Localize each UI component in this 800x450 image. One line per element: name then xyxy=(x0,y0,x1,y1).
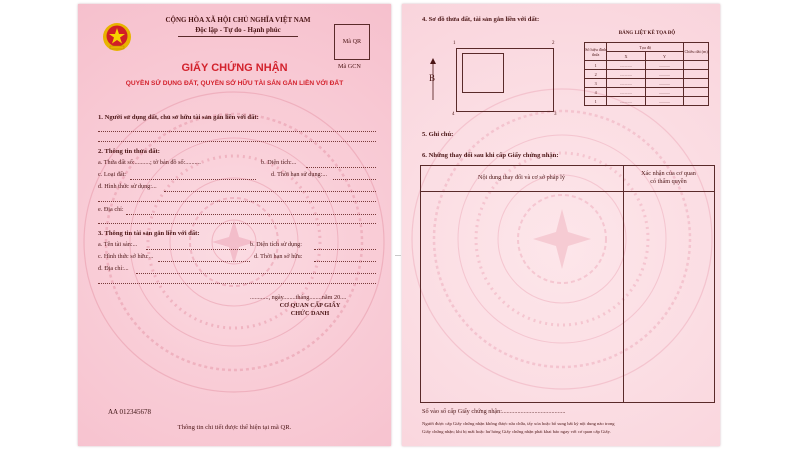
table-row: 4 ........... ........... xyxy=(585,88,709,97)
table-row: 1 ........... ........... xyxy=(585,97,709,106)
col-point: Số hiệu đỉnh thửa xyxy=(585,43,607,61)
field-land-type: c. Loại đất: xyxy=(98,171,127,178)
dotted-line xyxy=(314,261,376,262)
dotted-line xyxy=(98,131,376,132)
national-motto: Độc lập - Tự do - Hạnh phúc xyxy=(195,26,281,34)
col-edge: Chiều dài (m) xyxy=(684,43,709,61)
issuer-title: CHỨC DANH xyxy=(290,310,330,317)
field-usage-area: b. Diện tích sử dụng: xyxy=(250,241,302,248)
field-ownership-term: d. Thời hạn sở hữu: xyxy=(254,253,303,260)
dotted-line xyxy=(98,283,376,284)
changes-col-confirmation-line2: có thẩm quyền xyxy=(650,178,687,185)
field-usage-term: d. Thời hạn sử dụng:... xyxy=(271,171,328,178)
table-row: 1 ........... ........... xyxy=(585,61,709,70)
changes-table xyxy=(420,165,715,403)
section-4-heading: 4. Sơ đồ thửa đất, tài sản gắn liền với đất: xyxy=(422,16,540,23)
table-row: 3 ........... ........... xyxy=(585,79,709,88)
dotted-line xyxy=(146,249,246,250)
coord-table-title: BẢNG LIỆT KÊ TỌA ĐỘ xyxy=(618,31,676,36)
col-x: X xyxy=(607,52,645,61)
usage-note-line-2: Giấy chứng nhận; khi bị mất hoặc hư hỏng Giấy chứng nhận phải khai báo ngay với cơ quan cấp Giấy. xyxy=(422,429,611,434)
registry-number-line: Số vào sổ cấp Giấy chứng nhận:......................................... xyxy=(422,408,566,415)
dotted-line xyxy=(164,191,376,192)
section-3-heading: 3. Thông tin tài sản gắn liền với đất: xyxy=(98,230,200,237)
changes-table-header-divider xyxy=(420,191,714,192)
field-area: b. Diện tích:... xyxy=(261,159,297,166)
qr-code-box xyxy=(334,24,370,60)
national-emblem-icon xyxy=(102,22,132,52)
section-5-heading: 5. Ghi chú: xyxy=(422,131,454,138)
corner-label-1: 1 xyxy=(453,41,456,46)
fold-mark xyxy=(395,255,401,256)
certificate-front-page xyxy=(78,4,391,446)
dotted-line xyxy=(126,214,376,215)
changes-col-confirmation-line1: Xác nhận của cơ quan xyxy=(641,170,696,177)
certificate-title: GIẤY CHỨNG NHẬN xyxy=(181,62,288,74)
dotted-line xyxy=(98,223,376,224)
col-coord: Tọa độ xyxy=(607,43,684,52)
issue-date-line: ............, ngày........tháng........năm 20.... xyxy=(250,294,347,301)
col-y: Y xyxy=(645,52,683,61)
table-row: 2 ........... ........... xyxy=(585,70,709,79)
certificate-subtitle: QUYỀN SỬ DỤNG ĐẤT, QUYỀN SỞ HỮU TÀI SẢN GẮN LIỀN VỚI ĐẤT xyxy=(125,80,344,87)
dotted-line xyxy=(333,179,376,180)
changes-col-content: Nội dung thay đổi và cơ sở pháp lý xyxy=(478,174,565,181)
corner-label-4: 4 xyxy=(452,112,455,117)
gcn-code-label: Mã GCN xyxy=(338,63,361,70)
changes-table-column-divider xyxy=(623,165,624,402)
parcel-shape xyxy=(462,53,504,93)
serial-number: AA 012345678 xyxy=(108,408,151,416)
section-6-heading: 6. Những thay đổi sau khi cấp Giấy chứng nhận: xyxy=(422,152,559,159)
header-underline xyxy=(178,36,298,37)
usage-note-line-1: Người được cấp Giấy chứng nhận không được sửa chữa, tẩy xóa hoặc bổ sung bất kỳ nội dung nào trong xyxy=(422,421,615,426)
field-usage-form: đ. Hình thức sử dụng:... xyxy=(98,183,157,190)
section-2-heading: 2. Thông tin thửa đất: xyxy=(98,148,160,155)
dotted-line xyxy=(98,201,376,202)
dotted-line xyxy=(158,261,250,262)
national-name: CỘNG HÒA XÃ HỘI CHỦ NGHĨA VIỆT NAM xyxy=(165,16,311,24)
qr-box-label: Mã QR xyxy=(342,38,362,45)
field-asset-name: a. Tên tài sản:... xyxy=(98,241,138,248)
dotted-line xyxy=(314,249,376,250)
coord-table xyxy=(584,42,709,106)
corner-label-3: 3 xyxy=(554,112,557,117)
field-address: e. Địa chỉ: xyxy=(98,206,124,213)
north-label: B xyxy=(429,73,436,83)
dotted-line xyxy=(130,179,256,180)
dotted-line xyxy=(136,273,376,274)
field-parcel-number: a. Thửa đất số:..........; tờ bản đồ số:.......... xyxy=(98,159,201,166)
corner-label-2: 2 xyxy=(552,41,555,46)
dotted-line xyxy=(98,141,376,142)
dotted-line xyxy=(306,167,376,168)
field-asset-address: đ. Địa chỉ:... xyxy=(98,265,129,272)
certificate-back-page xyxy=(402,4,720,446)
qr-footer-note: Thông tin chi tiết được thể hiện tại mã QR. xyxy=(177,424,292,431)
field-ownership-form: c. Hình thức sở hữu:... xyxy=(98,253,154,260)
section-1-heading: 1. Người sử dụng đất, chủ sở hữu tài sản gắn liền với đất: xyxy=(98,114,259,121)
issuing-authority: CƠ QUAN CẤP GIẤY xyxy=(279,302,341,309)
